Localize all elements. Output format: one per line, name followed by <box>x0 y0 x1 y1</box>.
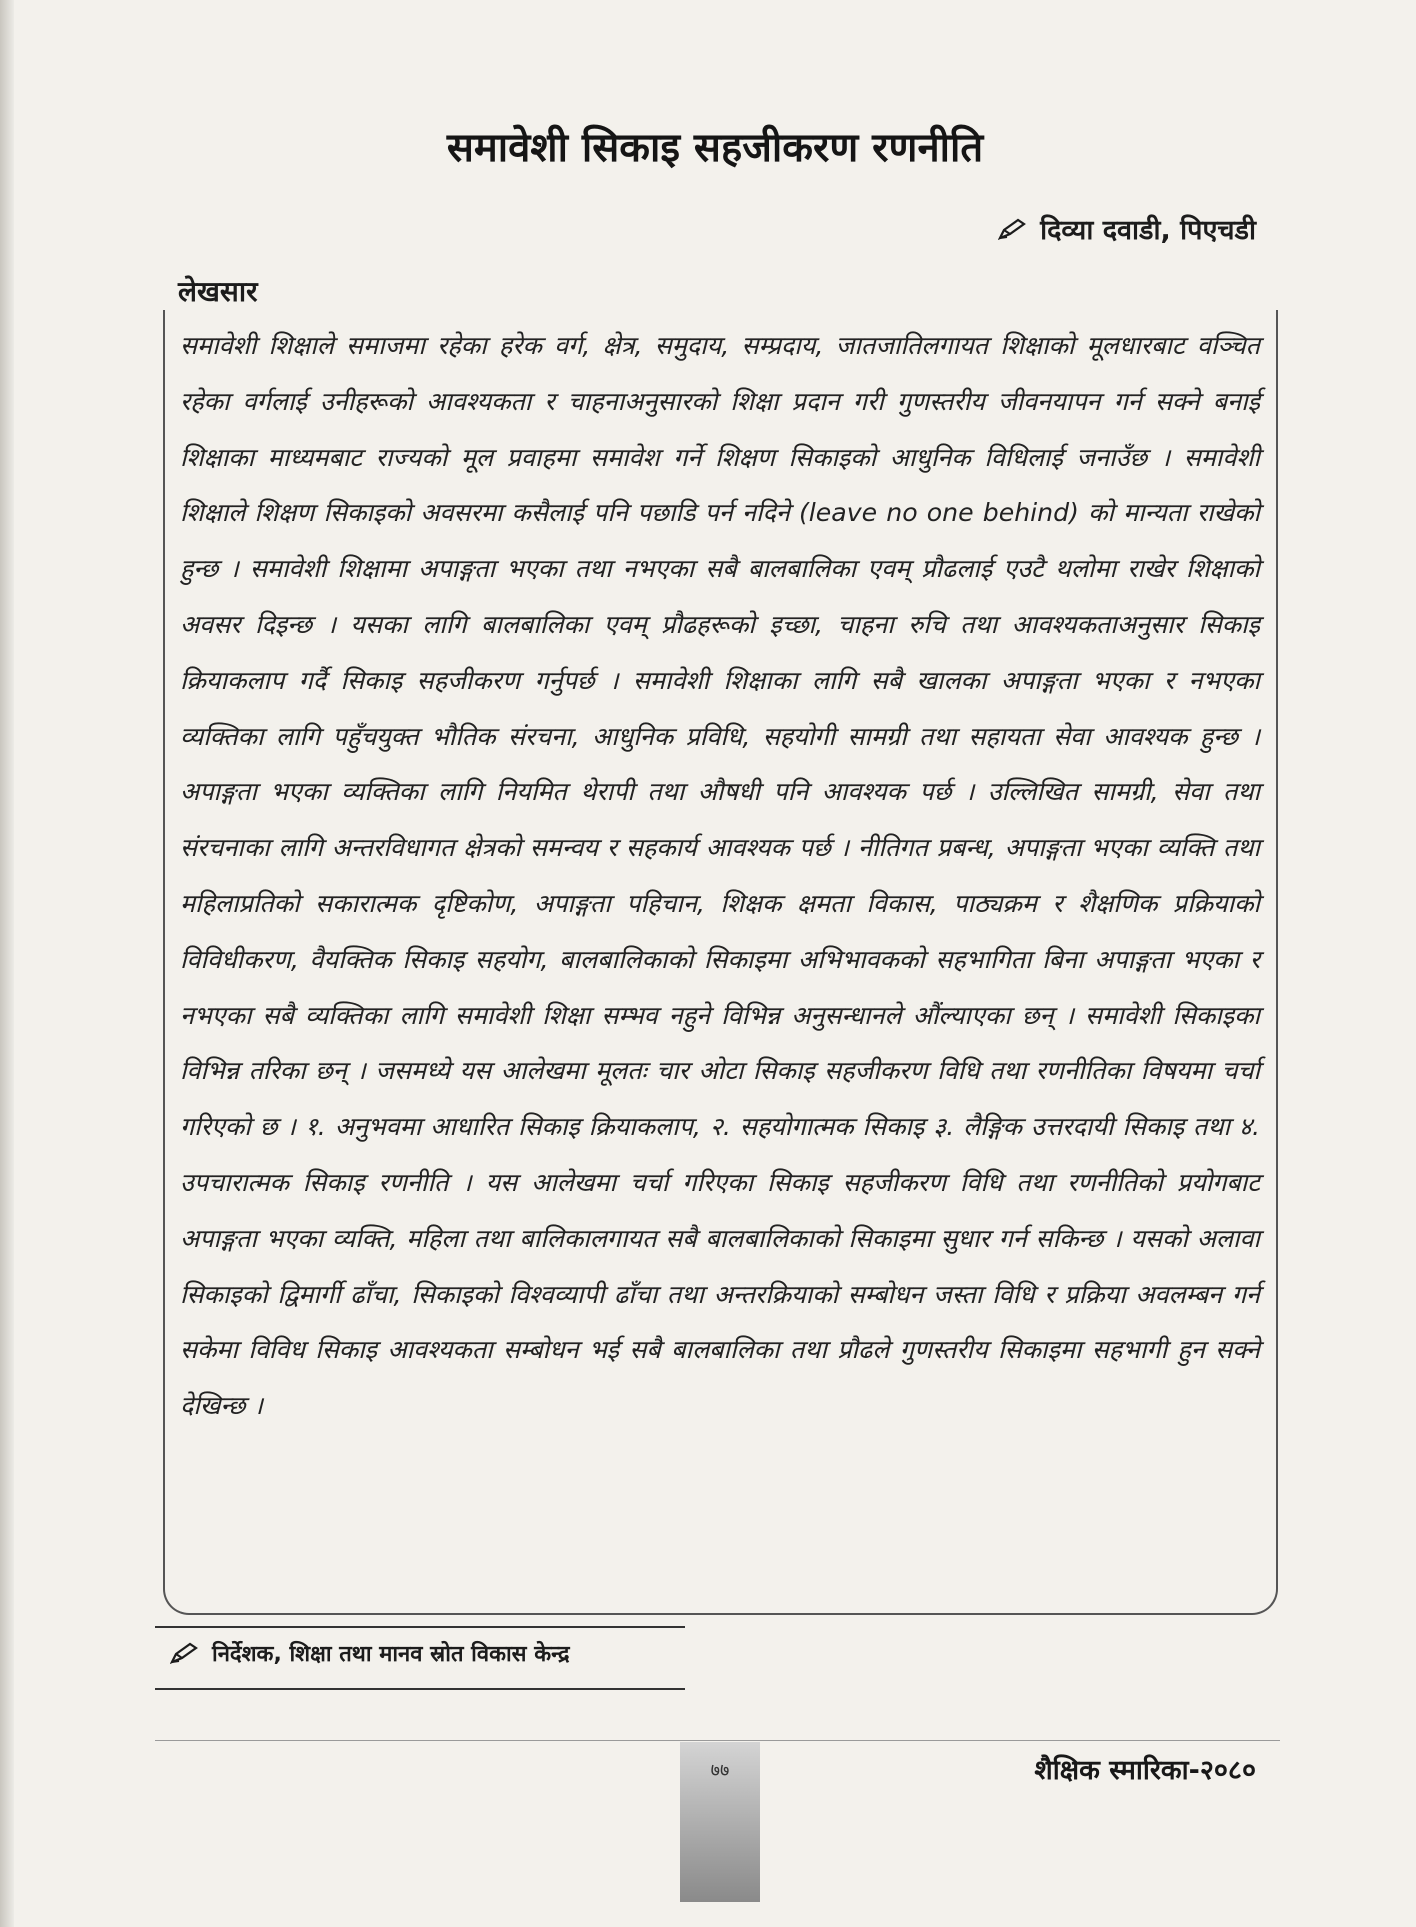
journal-name: शैक्षिक स्मारिका-२०८० <box>1034 1755 1256 1786</box>
footnote-text: निर्देशक, शिक्षा तथा मानव स्रोत विकास केन्द्र <box>212 1642 570 1667</box>
footnote-rule-bottom <box>155 1688 685 1690</box>
author-line <box>998 210 1256 247</box>
pen-icon <box>998 218 1026 240</box>
footer-rule <box>155 1740 1280 1741</box>
abstract-text: समावेशी शिक्षाले समाजमा रहेका हरेक वर्ग, क्षेत्र, समुदाय, सम्प्रदाय, जातजातिलगायत शिक्षाको मूलधारबाट वञ्चित रहेका वर्गलाई उनीहरूको आवश्यकता र चाहनाअनुसारको शिक्षा प्रदान गरी गुणस्तरीय जीवनयापन गर्न सक्ने बनाई शिक्षाका माध्यमबाट राज्यको मूल प्रवाहमा समावेश गर्ने शिक्षण सिकाइको आधुनिक विधिलाई जनाउँछ । समावेशी शिक्षाले शिक्षण सिकाइको अवसरमा कसैलाई पनि पछाडि पर्न नदिने (leave no one behind) को मान्यता राखेको हुन्छ । समावेशी शिक्षामा अपाङ्गता भएका तथा नभएका सबै बालबालिका एवम् प्रौढलाई एउटै थलोमा राखेर शिक्षाको अवसर दिइन्छ । यसका लागि बालबालिका एवम् प्रौढहरूको इच्छा, चाहना रुचि तथा आवश्यकताअनुसार सिकाइ क्रियाकलाप गर्दै सिकाइ सहजीकरण गर्नुपर्छ । समावेशी शिक्षाका लागि सबै खालका अपाङ्गता भएका र नभएका व्यक्तिका लागि पहुँचयुक्त भौतिक संरचना, आधुनिक प्रविधि, सहयोगी सामग्री तथा सहायता सेवा आवश्यक हुन्छ । अपाङ्गता भएका व्यक्तिका लागि नियमित थेरापी तथा औषधी पनि आवश्यक पर्छ । उल्लिखित सामग्री, सेवा तथा संरचनाका लागि अन्तरविधागत क्षेत्रको समन्वय र सहकार्य आवश्यक पर्छ । नीतिगत प्रबन्ध, अपाङ्गता भएका व्यक्ति तथा महिलाप्रतिको सकारात्मक दृष्टिकोण, अपाङ्गता पहिचान, शिक्षक क्षमता विकास, पाठ्यक्रम र शैक्षणिक प्रक्रियाको विविधीकरण, वैयक्तिक सिकाइ सहयोग, बालबालिकाको सिकाइमा अभिभावकको सहभागिता बिना अपाङ्गता भएका र नभएका सबै व्यक्तिका लागि समावेशी शिक्षा सम्भव नहुने विभिन्न अनुसन्धानले औंल्याएका छन् । समावेशी सिकाइका विभिन्न तरिका छन् । जसमध्ये यस आलेखमा मूलतः चार ओटा सिकाइ सहजीकरण विधि तथा रणनीतिका विषयमा चर्चा गरिएको छ । १. अनुभवमा आधारित सिकाइ क्रियाकलाप, २. सहयोगात्मक सिकाइ ३. लैङ्गिक उत्तरदायी सिकाइ तथा ४. उपचारात्मक सिकाइ रणनीति । यस आलेखमा चर्चा गरिएका सिकाइ सहजीकरण विधि तथा रणनीतिको प्रयोगबाट अपाङ्गता भएका व्यक्ति, महिला तथा बालिकालगायत सबै बालबालिकाको सिकाइमा सुधार गर्न सकिन्छ । यसको अलावा सिकाइको द्विमार्गी ढाँचा, सिकाइको विश्वव्यापी ढाँचा तथा अन्तरक्रियाको सम्बोधन जस्ता विधि र प्रक्रिया अवलम्बन गर्न सकेमा विविध सिकाइ आवश्यकता सम्बोधन भई सबै बालबालिका तथा प्रौढले गुणस्तरीय सिकाइमा सहभागी हुन सक्ने देखिन्छ । <box>180 331 1260 1421</box>
footnote-rule-top <box>155 1626 685 1628</box>
page-binding-edge <box>0 0 14 1927</box>
footnote <box>170 1638 570 1668</box>
article-title: समावेशी सिकाइ सहजीकरण रणनीति <box>446 125 984 171</box>
author-name: दिव्या दवाडी, पिएचडी <box>1040 215 1256 246</box>
page-number: ७७ <box>710 1760 730 1781</box>
pen-icon <box>170 1642 198 1664</box>
abstract-heading: लेखसार <box>178 275 258 308</box>
